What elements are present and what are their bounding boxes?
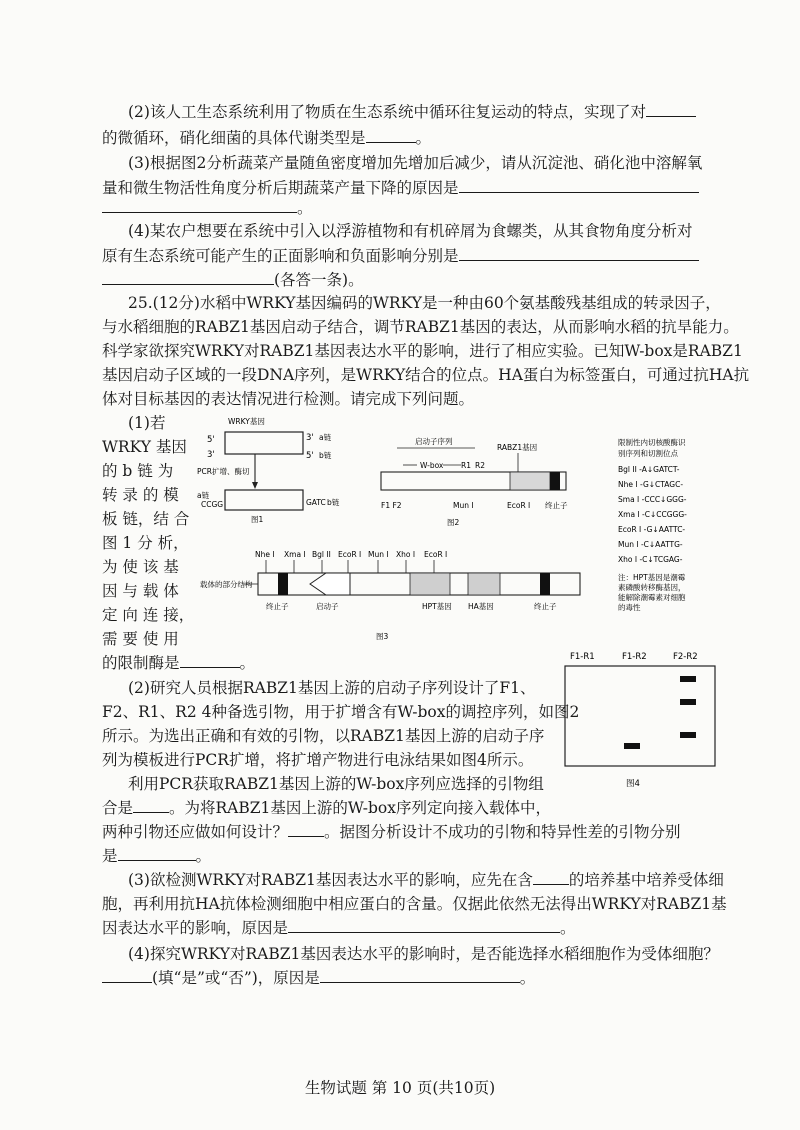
fig2-wbox-label: W-box [420,461,444,470]
fig3-site: Mun I [368,550,389,559]
fig4-lane-label: F1-R1 [570,652,595,662]
q25-p3-line2: 胞，再利用抗HA抗体检测细胞中相应蛋白的含量。仅据此依然无法得出WRKY对RABZ1基 [102,895,727,913]
figure-4 [560,648,720,793]
fig4-band [680,732,696,738]
period: 。 [297,199,313,217]
fig1-product-box [225,490,303,510]
fig3-caption: 图3 [376,632,389,641]
fig3-promoter-arrow [310,573,350,595]
q25-p2-line1: (2)研究人员根据RABZ1基因上游的启动子序列设计了F1、 [128,679,536,697]
answer-blank[interactable] [646,102,696,117]
answer-blank[interactable] [133,798,169,813]
page-footer: 生物试题 第 10 页(共10页) [304,1079,496,1097]
answer-blank[interactable] [102,968,152,983]
fig1-b-right: b链 [327,498,340,507]
fig4-band [680,676,696,682]
q24-p4-line1: (4)某农户想要在系统中引入以浮游植物和有机碎屑为食螺类，从其食物角度分析对 [128,222,693,240]
q25-p1-line: WRKY 基因 [102,438,187,456]
fig2-f1f2: F1 F2 [381,501,402,510]
fig4-band [680,699,696,705]
fig1-a-left: a链 [197,491,210,500]
q25-p1-line: 图 1 分 析， [102,534,189,552]
q25-p1-line: 因 与 载 体 [102,582,179,600]
q25-p3-line1b: 的培养基中培养受体细 [568,871,724,889]
figure-1 [195,412,345,524]
answer-blank[interactable] [288,822,324,837]
fig1-seq-right: GATC [306,498,326,507]
fig4-lane-label: F1-R2 [622,652,647,662]
fig2-r1: R1 [461,461,471,470]
q25-stem-line2: 与水稻细胞的RABZ1基因启动子结合，调节RABZ1基因的表达，从而影响水稻的抗旱能力。 [102,318,739,336]
fig3-terminator1: 终止子 [266,602,289,611]
fig2-caption: 图2 [447,518,460,527]
fig3-site: Nhe I [255,550,275,559]
enzyme-row: Nhe I -G↓CTAGC- [618,480,684,489]
q24-p2-line2: 的微循环，硝化细菌的具体代谢类型是 [102,129,366,147]
enzyme-title-1: 限制性内切核酸酶识 [618,438,686,447]
fig1-pcr-label: PCR扩增、酶切 [197,467,250,476]
q25-stem-line3: 科学家欲探究WRKY对RABZ1基因表达水平的影响，进行了相应实验。已知W-box是RABZ1 [102,342,743,360]
fig3-site: EcoR I [338,550,362,559]
period: 。 [519,969,536,987]
q25-p1-line: (1)若 [128,414,166,432]
q25-p2-line7b: 。据图分析设计不成功的引物和特异性差的引物分别 [324,823,681,841]
fig2-terminator: 终止子 [545,501,568,510]
enzyme-note: 注：HPT基因是潮霉 [618,573,686,582]
q25-p2-line2: F2、R1、R2 4种备选引物，用于扩增含有W-box的调控序列，如图2 [102,703,580,721]
fig4-lane-label: F2-R2 [673,652,698,662]
q24-p3-line2: 量和微生物活性角度分析后期蔬菜产量下降的原因是 [102,179,459,197]
fig3-vector-label: 载体的部分结构 [200,580,253,589]
fig3-ha: HA基因 [468,602,494,611]
answer-blank[interactable] [118,846,196,861]
enzyme-row: Bgl II -A↓GATCT- [618,465,680,474]
fig3-terminator1-block [278,573,288,595]
q25-p3-line3: 因表达水平的影响，原因是 [102,919,289,937]
q25-p1-line: 需 要 使 用 [102,630,179,648]
enzyme-table [618,435,733,615]
fig2-ecor: EcoR I [507,501,531,510]
q25-p1-line: 的 b 链 为 [102,462,174,480]
q25-stem-line5: 体对目标基因的表达情况进行检测。请完成下列问题。 [102,390,475,408]
figure-2 [375,432,585,532]
fig3-promoter: 启动子 [316,602,339,611]
q25-p2-line7a: 两种引物还应做如何设计？ [102,823,289,841]
enzyme-row: Xma I -C↓CCGGG- [618,510,687,519]
fig1-gene-label: WRKY基因 [228,417,265,426]
q25-stem-line1: 25.(12分)水稻中WRKY基因编码的WRKY是一种由60个氨基酸残基组成的转录因子， [128,294,721,312]
period: 。 [560,919,576,937]
fig3-ha-block [468,573,500,595]
fig1-seq-left: CCGG [201,500,224,509]
answer-blank[interactable] [366,128,416,143]
q25-p1-line: 板 链，结 合 [102,510,190,528]
fig1-arrowhead [252,482,258,489]
answer-blank[interactable] [102,270,274,285]
answer-blank[interactable] [288,918,560,933]
q25-p4-line1: (4)探究WRKY对RABZ1基因表达水平的影响时，是否能选择水稻细胞作为受体细胞？ [128,945,719,963]
fig3-hpt-block [410,573,450,595]
fig2-r2: R2 [475,461,485,470]
fig1-5prime-right: 5' [306,451,314,461]
fig1-5prime: 5' [207,435,215,445]
fig3-terminator2: 终止子 [534,602,557,611]
q25-stem-line4: 基因启动子区域的一段DNA序列，是WRKY结合的位点。HA蛋白为标签蛋白，可通过抗HA抗 [102,366,750,384]
fig1-b-strand: b链 [319,451,332,460]
q25-p4-line2: (填“是”或“否”)，原因是 [152,969,320,987]
q24-p4-line2: 原有生态系统可能产生的正面影响和负面影响分别是 [102,247,459,265]
fig3-terminator2-block [540,573,550,595]
answer-blank[interactable] [459,178,699,193]
fig1-3prime: 3' [207,450,215,460]
fig3-site: Bgl II [312,550,331,559]
fig3-site: Xho I [396,550,416,559]
enzyme-note: 的毒性 [618,603,641,612]
q25-p2-line8: 是 [102,847,118,865]
fig1-gene-box [225,432,303,454]
q24-p3-line1: (3)根据图2分析蔬菜产量随鱼密度增加先增加后减少，请从沉淀池、硝化池中溶解氧 [128,154,703,172]
enzyme-note: 素磷酸转移酶基因， [618,583,686,592]
fig1-caption: 图1 [251,515,264,524]
fig2-gene-region [510,472,550,490]
q25-p2-line5: 利用PCR获取RABZ1基因上游的W-box序列应选择的引物组 [128,775,544,793]
enzyme-row: Xho I -C↓TCGAG- [618,555,683,564]
fig1-a-strand: a链 [319,433,332,442]
enzyme-row: Sma I -CCC↓GGG- [618,495,687,504]
fig2-promoter-label: 启动子序列 [415,437,453,446]
answer-blank[interactable] [320,968,520,983]
fig3-site: Xma I [284,550,306,559]
q25-p2-line6a: 合是 [102,799,134,817]
enzyme-row: Mun I -C↓AATTG- [618,540,683,549]
q25-p1-line: 定 向 连 接， [102,606,195,624]
q25-p1-line: 为 使 该 基 [102,558,179,576]
fig1-3prime-right: 3' [306,433,314,443]
period: 。 [415,129,432,147]
fig2-mun: Mun I [453,501,474,510]
answer-blank[interactable] [180,653,240,668]
period: 。 [239,654,256,672]
q24-p2-line1: (2)该人工生态系统利用了物质在生态系统中循环往复运动的特点，实现了对 [128,103,646,121]
answer-blank[interactable] [459,246,699,261]
fig3-site: EcoR I [424,550,448,559]
enzyme-note: 能解除潮霉素对细胞 [618,593,686,602]
q25-p2-line6b: 。为将RABZ1基因上游的W-box序列定向接入载体中， [169,799,551,817]
fig4-caption: 图4 [626,779,640,789]
answer-blank[interactable] [533,870,569,885]
answer-blank[interactable] [102,198,297,213]
q25-p2-line4: 列为模板进行PCR扩增，将扩增产物进行电泳结果如图4所示。 [102,751,534,769]
enzyme-title-2: 别序列和切割位点 [618,449,678,458]
fig2-gene-label: RABZ1基因 [497,443,538,452]
period: 。 [195,847,212,865]
fig4-band [624,743,640,749]
fig2-terminator-block [550,472,560,490]
q25-p1-line: 的限制酶是 [102,654,180,672]
q25-p2-line3: 所示。为选出正确和有效的引物，以RABZ1基因上游的启动子序 [102,727,545,745]
fig3-hpt: HPT基因 [422,602,452,611]
enzyme-row: EcoR I -G↓AATTC- [618,525,686,534]
q25-p3-line1a: (3)欲检测WRKY对RABZ1基因表达水平的影响，应先在含 [128,871,533,889]
q25-p1-line: 转 录 的 模 [102,486,179,504]
q24-p4-tail: (各答一条)。 [274,271,364,289]
figure-3 [200,545,610,645]
